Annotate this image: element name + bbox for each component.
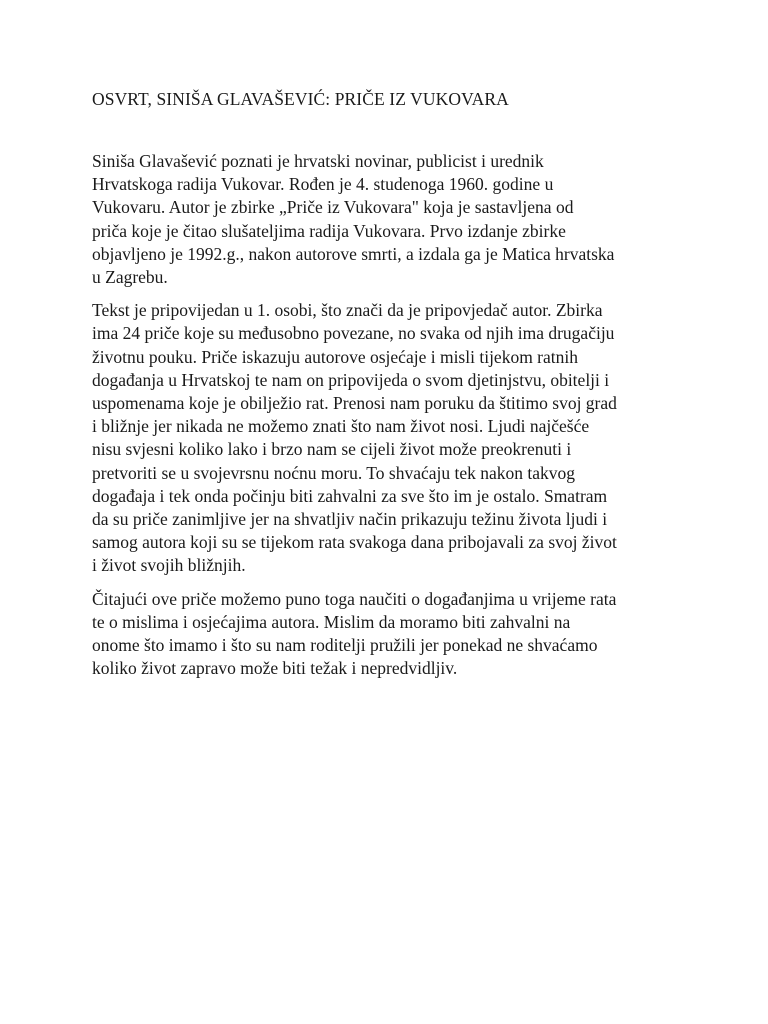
text-line: Vukovaru. Autor je zbirke „Priče iz Vukovara" koja je sastavljena od	[92, 197, 574, 218]
text-line: i bližnje jer nikada ne možemo znati što nam život nosi. Ljudi najčešće	[92, 416, 590, 437]
text-line: ima 24 priče koje su međusobno povezane, no svaka od njih ima drugačiju	[92, 323, 615, 344]
text-line: Tekst je pripovijedan u 1. osobi, što znači da je pripovjedač autor. Zbirka	[92, 300, 603, 321]
text-line: da su priče zanimljive jer na shvatljiv način prikazuju težinu života ljudi i	[92, 509, 608, 530]
text-line: koliko život zapravo može biti težak i nepredvidljiv.	[92, 658, 458, 679]
text-line: događanja u Hrvatskoj te nam on pripovijeda o svom djetinjstvu, obitelji i	[92, 369, 610, 390]
text-line: i život svojih bližnjih.	[92, 555, 246, 576]
text-line: samog autora koji su se tijekom rata svakoga dana pribojavali za svoj život	[92, 532, 617, 553]
text-line: uspomenama koje je obilježio rat. Prenosi nam poruku da štitimo svoj grad	[92, 393, 617, 414]
text-line: događaja i tek onda počinju biti zahvalni za sve što im je ostalo. Smatram	[92, 485, 608, 506]
page-title: OSVRT, SINIŠA GLAVAŠEVIĆ: PRIČE IZ VUKOVARA	[92, 89, 509, 109]
text-line: u Zagrebu.	[92, 267, 168, 288]
text-line: Hrvatskoga radija Vukovar. Rođen je 4. studenoga 1960. godine u	[92, 174, 554, 195]
text-line: onome što imamo i što su nam roditelji pružili jer ponekad ne shvaćamo	[92, 635, 598, 656]
text-line: Čitajući ove priče možemo puno toga naučiti o događanjima u vrijeme rata	[92, 588, 617, 609]
text-line: Siniša Glavašević poznati je hrvatski novinar, publicist i urednik	[92, 151, 544, 171]
document-body	[92, 150, 692, 690]
text-line: te o mislima i osjećajima autora. Mislim da moramo biti zahvalni na	[92, 611, 571, 632]
text-line: nisu svjesni koliko lako i brzo nam se cijeli život može preokrenuti i	[92, 439, 572, 460]
paragraph-2	[92, 299, 692, 577]
text-line: priča koje je čitao slušateljima radija Vukovara. Prvo izdanje zbirke	[92, 220, 566, 241]
text-line: objavljeno je 1992.g., nakon autorove smrti, a izdala ga je Matica hrvatska	[92, 243, 615, 264]
paragraph-3	[92, 588, 692, 681]
text-line: pretvoriti se u svojevrsnu noćnu moru. To shvaćaju tek nakon takvog	[92, 462, 576, 483]
text-line: životnu pouku. Priče iskazuju autorove osjećaje i misli tijekom ratnih	[92, 346, 579, 367]
paragraph-1	[92, 150, 692, 289]
